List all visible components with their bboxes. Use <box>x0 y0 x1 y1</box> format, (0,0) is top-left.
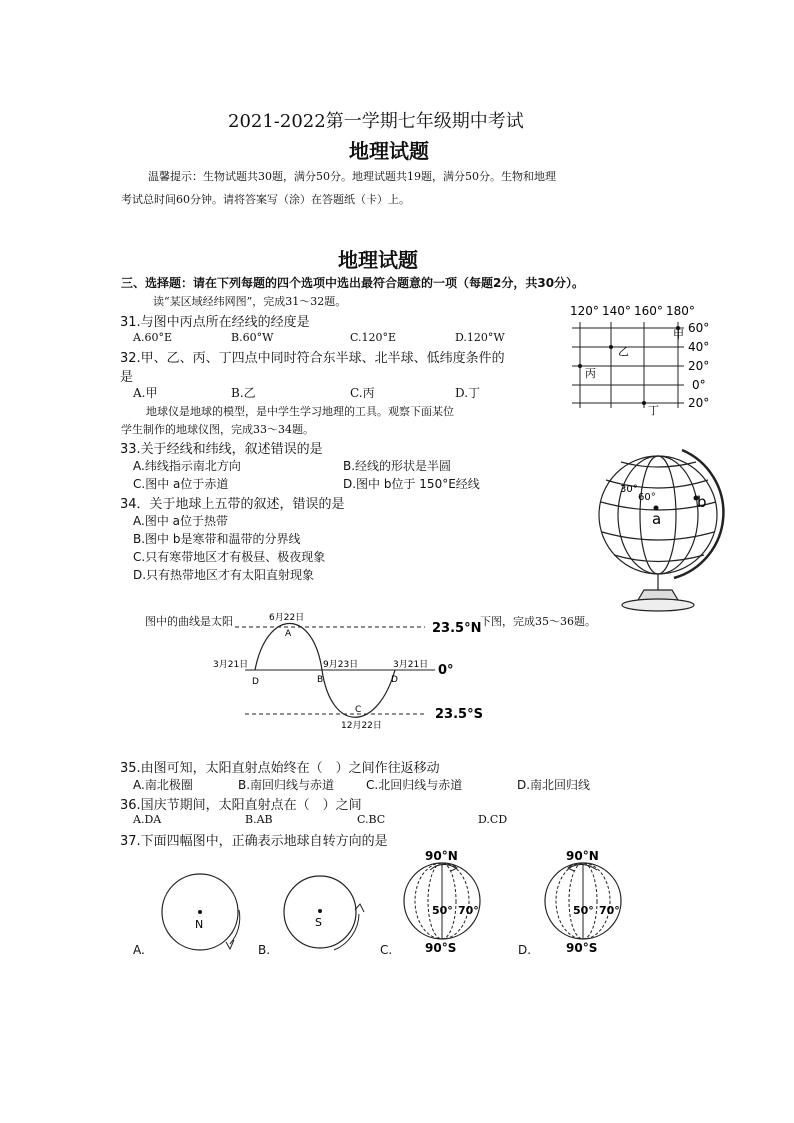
lat-label-60: 60° <box>688 321 710 335</box>
lat-label-40: 40° <box>688 340 710 354</box>
date-dec-22: 12月22日 <box>341 721 382 731</box>
q32-stem-1: 32.甲、乙、丙、丁四点中同时符合东半球、北半球、低纬度条件的 <box>120 351 505 366</box>
q35-option-d: D.南北回归线 <box>517 778 591 792</box>
section-heading: 地理试题 <box>338 248 418 272</box>
point-D-right: D <box>391 675 398 685</box>
q35-option-b: B.南回归线与赤道 <box>238 778 335 792</box>
q37-figure-d <box>541 846 631 956</box>
q33-option-b: B.经线的形状是半圆 <box>343 459 452 473</box>
q36-option-b: B.AB <box>245 813 273 826</box>
exam-title: 2021-2022第一学期七年级期中考试 <box>228 111 524 132</box>
q32-option-b: B.乙 <box>231 386 256 400</box>
lat-label-20s: 20° <box>688 396 710 410</box>
q37-a-pole: N <box>195 918 204 931</box>
q37-c-lon-70: 70° <box>458 904 479 917</box>
label-bing: 丙 <box>585 367 596 380</box>
equator-label: 0° <box>438 663 454 678</box>
rotation-arrow-icon <box>226 940 234 949</box>
exam-subtitle: 地理试题 <box>349 139 429 163</box>
q37-c-top: 90°N <box>425 849 458 863</box>
tropic-north-label: 23.5°N <box>432 621 482 636</box>
globe-lat-60: 60° <box>638 492 656 503</box>
point-yi <box>609 345 613 349</box>
date-jun-22: 6月22日 <box>269 613 305 623</box>
q37-stem: 37.下面四幅图中，正确表示地球自转方向的是 <box>120 834 388 849</box>
q37-option-a: A. <box>133 943 145 957</box>
q32-stem-2: 是 <box>120 370 134 385</box>
q32-option-d: D.丁 <box>455 386 481 400</box>
q37-option-c: C. <box>380 943 393 957</box>
section-instruction: 三、选择题：请在下列每题的四个选项中选出最符合题意的一项（每题2分，共30分）。 <box>121 276 585 290</box>
q37-figure-a <box>160 872 245 957</box>
q33-option-a: A.纬线指示南北方向 <box>133 459 241 473</box>
lon-label-120: 120° <box>570 304 599 318</box>
point-bing <box>578 364 582 368</box>
intro-31-32: 读“某区域经纬网图”，完成31～32题。 <box>153 295 347 308</box>
q35-stem: 35.由图可知，太阳直射点始终在（ ）之间作往返移动 <box>120 761 440 776</box>
q33-option-c: C.图中 a位于赤道 <box>133 477 229 491</box>
lat-long-grid-map <box>560 300 720 415</box>
q31-option-c: C.120°E <box>350 331 397 344</box>
q34-stem: 34．关于地球上五带的叙述，错误的是 <box>120 497 345 512</box>
q37-figure-b <box>282 872 367 957</box>
label-ding: 丁 <box>648 404 659 417</box>
q37-option-d: D. <box>518 943 532 957</box>
q37-option-b: B. <box>258 943 271 957</box>
q36-option-a: A.DA <box>133 813 162 826</box>
date-sep-23: 9月23日 <box>323 660 359 670</box>
q36-option-c: C.BC <box>357 813 386 826</box>
globe-label-b: b <box>697 493 707 511</box>
q37-c-bottom: 90°S <box>425 941 457 955</box>
q37-c-lon-50: 50° <box>432 904 453 917</box>
q31-stem: 31.与图中丙点所在经线的经度是 <box>120 315 310 330</box>
date-mar-21: 3月21日 <box>213 660 249 670</box>
label-jia: 甲 <box>673 328 684 341</box>
label-yi: 乙 <box>618 345 629 358</box>
lon-label-140: 140° <box>602 304 631 318</box>
tropic-south-label: 23.5°S <box>435 707 483 722</box>
q37-b-pole: S <box>315 916 322 929</box>
q35-option-c: C.北回归线与赤道 <box>366 778 463 792</box>
intro-35-36-right: 下图，完成35～36题。 <box>480 615 596 628</box>
intro-33-34-line-1: 地球仪是地球的模型，是中学生学习地理的工具。观察下面某位 <box>146 405 454 418</box>
point-D-left: D <box>252 677 259 687</box>
intro-33-34-line-2: 学生制作的地球仪图，完成33～34题。 <box>121 423 314 436</box>
q37-d-bottom: 90°S <box>566 941 598 955</box>
q33-stem: 33.关于经线和纬线，叙述错误的是 <box>120 442 323 457</box>
tip-line-2: 考试总时间60分钟。请将答案写（涂）在答题纸（卡）上。 <box>121 193 410 206</box>
q37-figure-c <box>400 846 490 956</box>
q34-option-d: D.只有热带地区才有太阳直射现象 <box>133 568 315 582</box>
q34-option-c: C.只有寒带地区才有极昼、极夜现象 <box>133 550 326 564</box>
point-A: A <box>285 629 292 639</box>
q31-option-a: A.60°E <box>133 331 172 344</box>
q37-d-top: 90°N <box>566 849 599 863</box>
globe-label-a: a <box>652 510 662 528</box>
intro-35-36-left: 图中的曲线是太阳 <box>145 615 233 628</box>
lat-label-0: 0° <box>692 378 706 392</box>
q34-option-a: A.图中 a位于热带 <box>133 514 228 528</box>
q35-option-a: A.南北极圈 <box>133 778 193 792</box>
lon-label-160: 160° <box>634 304 663 318</box>
q37-d-lon-70: 70° <box>599 904 620 917</box>
globe-figure <box>586 440 726 615</box>
q33-option-d: D.图中 b位于 150°E经线 <box>343 477 480 491</box>
point-ding <box>642 401 646 405</box>
date-mar-21-2: 3月21日 <box>393 660 429 670</box>
q31-option-d: D.120°W <box>455 331 505 344</box>
lon-label-180: 180° <box>666 304 695 318</box>
q32-option-a: A.甲 <box>133 386 158 400</box>
point-B: B <box>317 675 324 685</box>
sun-direct-point-diagram <box>205 608 495 738</box>
q36-option-d: D.CD <box>478 813 508 826</box>
point-C: C <box>355 705 362 715</box>
q34-option-b: B.图中 b是寒带和温带的分界线 <box>133 532 301 546</box>
q37-d-lon-50: 50° <box>573 904 594 917</box>
globe-lat-30: 30° <box>620 484 638 495</box>
q36-stem: 36.国庆节期间，太阳直射点在（ ）之间 <box>120 798 362 813</box>
tip-line-1: 温馨提示：生物试题共30题，满分50分。地理试题共19题，满分50分。生物和地理 <box>148 170 556 183</box>
q31-option-b: B.60°W <box>231 331 274 344</box>
q32-option-c: C.丙 <box>350 386 375 400</box>
lat-label-20n: 20° <box>688 359 710 373</box>
